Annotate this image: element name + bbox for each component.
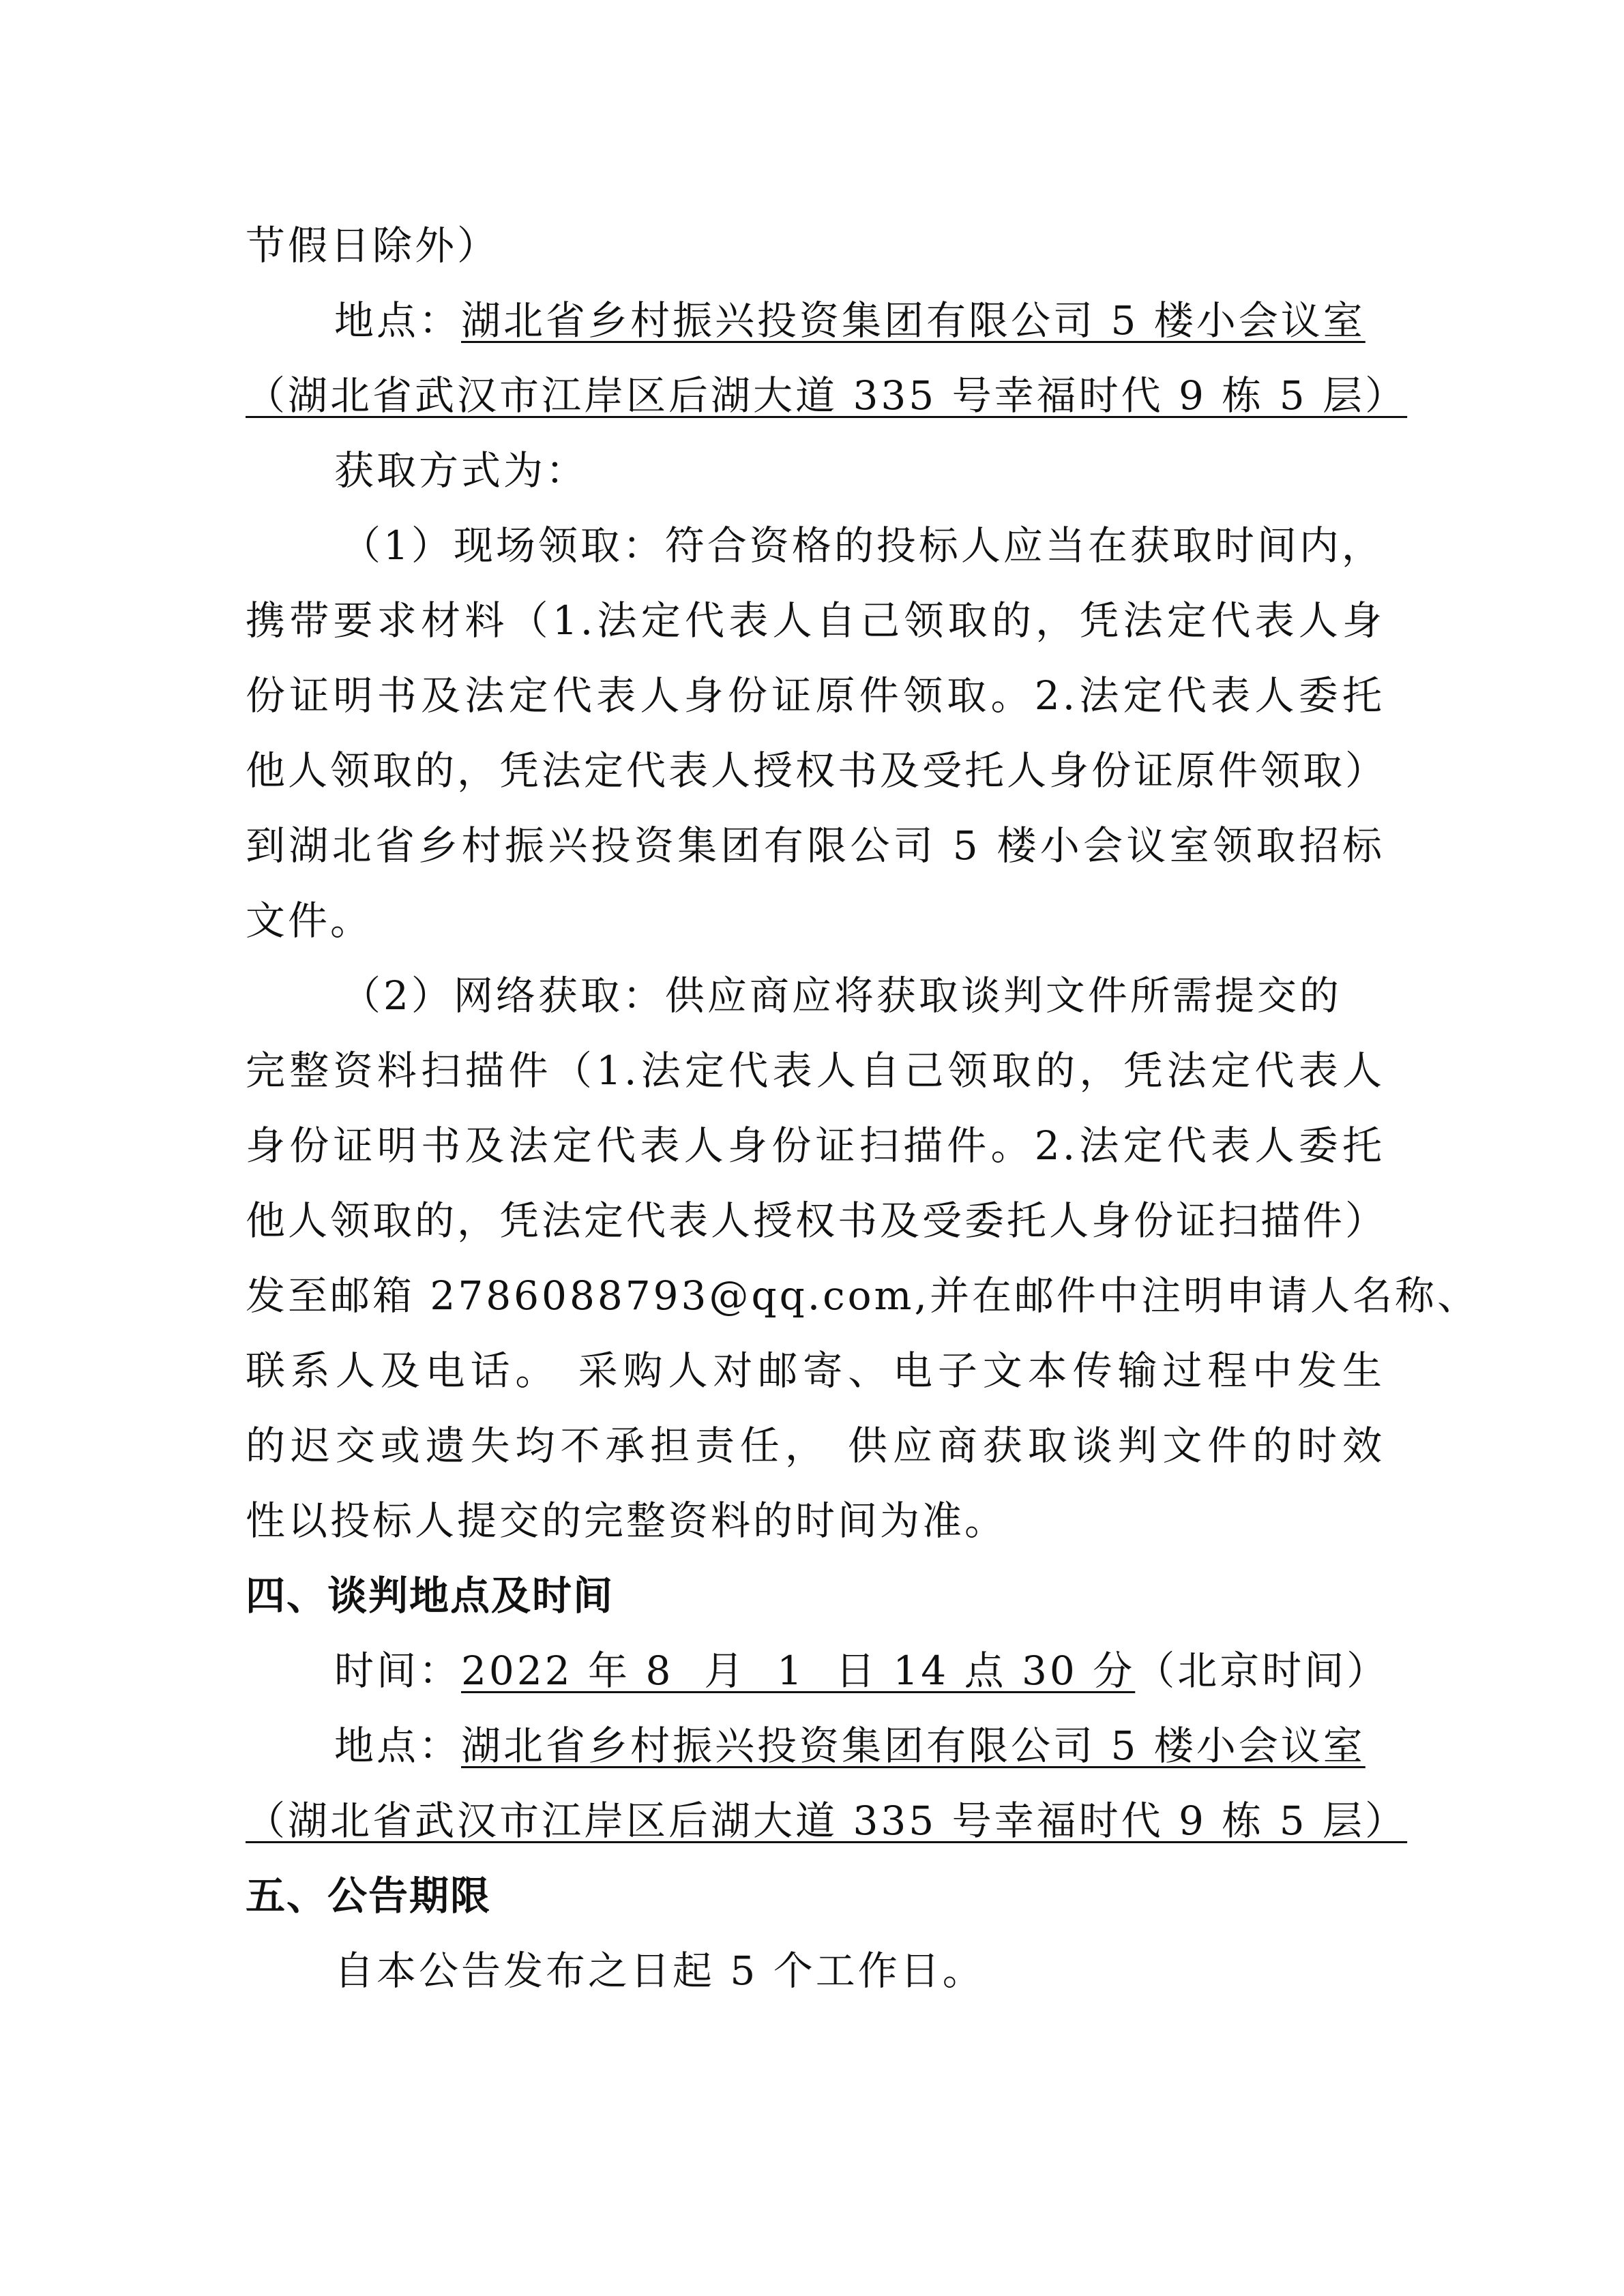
paragraph-online-line: 完整资料扫描件（1.法定代表人自己领取的，凭法定代表人 — [246, 1047, 1385, 1094]
paragraph-onsite-line: （1）现场领取：符合资格的投标人应当在获取时间内， — [341, 522, 1384, 569]
section-heading-notice-period: 五、公告期限 — [246, 1873, 492, 1919]
paragraph-online-line: 的迟交或遗失均不承担责任， 供应商获取谈判文件的时效 — [246, 1422, 1385, 1469]
negotiation-location-detail: （湖北省武汉市江岸区后湖大道 335 号幸福时代 9 栋 5 层） — [246, 1798, 1408, 1844]
paragraph-online-line: 身份证明书及法定代表人身份证扫描件。2.法定代表人委托 — [246, 1122, 1385, 1169]
location-label: 地点： — [334, 297, 462, 344]
time-value: 2022 年 8 月 1 日 14 点 30 分 — [461, 1648, 1136, 1694]
acquisition-method: 获取方式为： — [334, 447, 589, 494]
location-value: 湖北省乡村振兴投资集团有限公司 5 楼小会议室 — [461, 297, 1365, 344]
paragraph-onsite-line: 到湖北省乡村振兴投资集团有限公司 5 楼小会议室领取招标 — [246, 822, 1385, 869]
time-label: 时间： — [334, 1648, 462, 1694]
negotiation-location-line — [334, 1718, 1624, 1773]
location-line — [334, 293, 1624, 348]
text-line: 节假日除外） — [246, 222, 500, 269]
time-suffix: （北京时间） — [1135, 1648, 1389, 1694]
paragraph-online-line: 发至邮箱 2786088793@qq.com,并在邮件中注明申请人名称、 — [246, 1272, 1479, 1319]
paragraph-online-line: 联系人及电话。 采购人对邮寄、电子文本传输过程中发生 — [246, 1347, 1385, 1394]
paragraph-online-line: 性以投标人提交的完整资料的时间为准。 — [246, 1497, 1007, 1544]
location-label: 地点： — [334, 1723, 462, 1769]
paragraph-onsite-line: 携带要求材料（1.法定代表人自己领取的，凭法定代表人身 — [246, 597, 1385, 644]
paragraph-onsite-line: 文件。 — [246, 897, 373, 944]
paragraph-onsite-line: 份证明书及法定代表人身份证原件领取。2.法定代表人委托 — [246, 672, 1385, 719]
section-heading-negotiation: 四、谈判地点及时间 — [246, 1572, 615, 1619]
negotiation-time-line — [334, 1643, 1624, 1698]
notice-period-text: 自本公告发布之日起 5 个工作日。 — [334, 1948, 985, 1994]
paragraph-online-line: （2）网络获取：供应商应将获取谈判文件所需提交的 — [341, 972, 1342, 1019]
location-detail: （湖北省武汉市江岸区后湖大道 335 号幸福时代 9 栋 5 层） — [246, 372, 1408, 419]
paragraph-onsite-line: 他人领取的，凭法定代表人授权书及受托人身份证原件领取） — [246, 747, 1388, 794]
paragraph-online-line: 他人领取的，凭法定代表人授权书及受委托人身份证扫描件） — [246, 1197, 1388, 1244]
location-value: 湖北省乡村振兴投资集团有限公司 5 楼小会议室 — [461, 1723, 1365, 1769]
